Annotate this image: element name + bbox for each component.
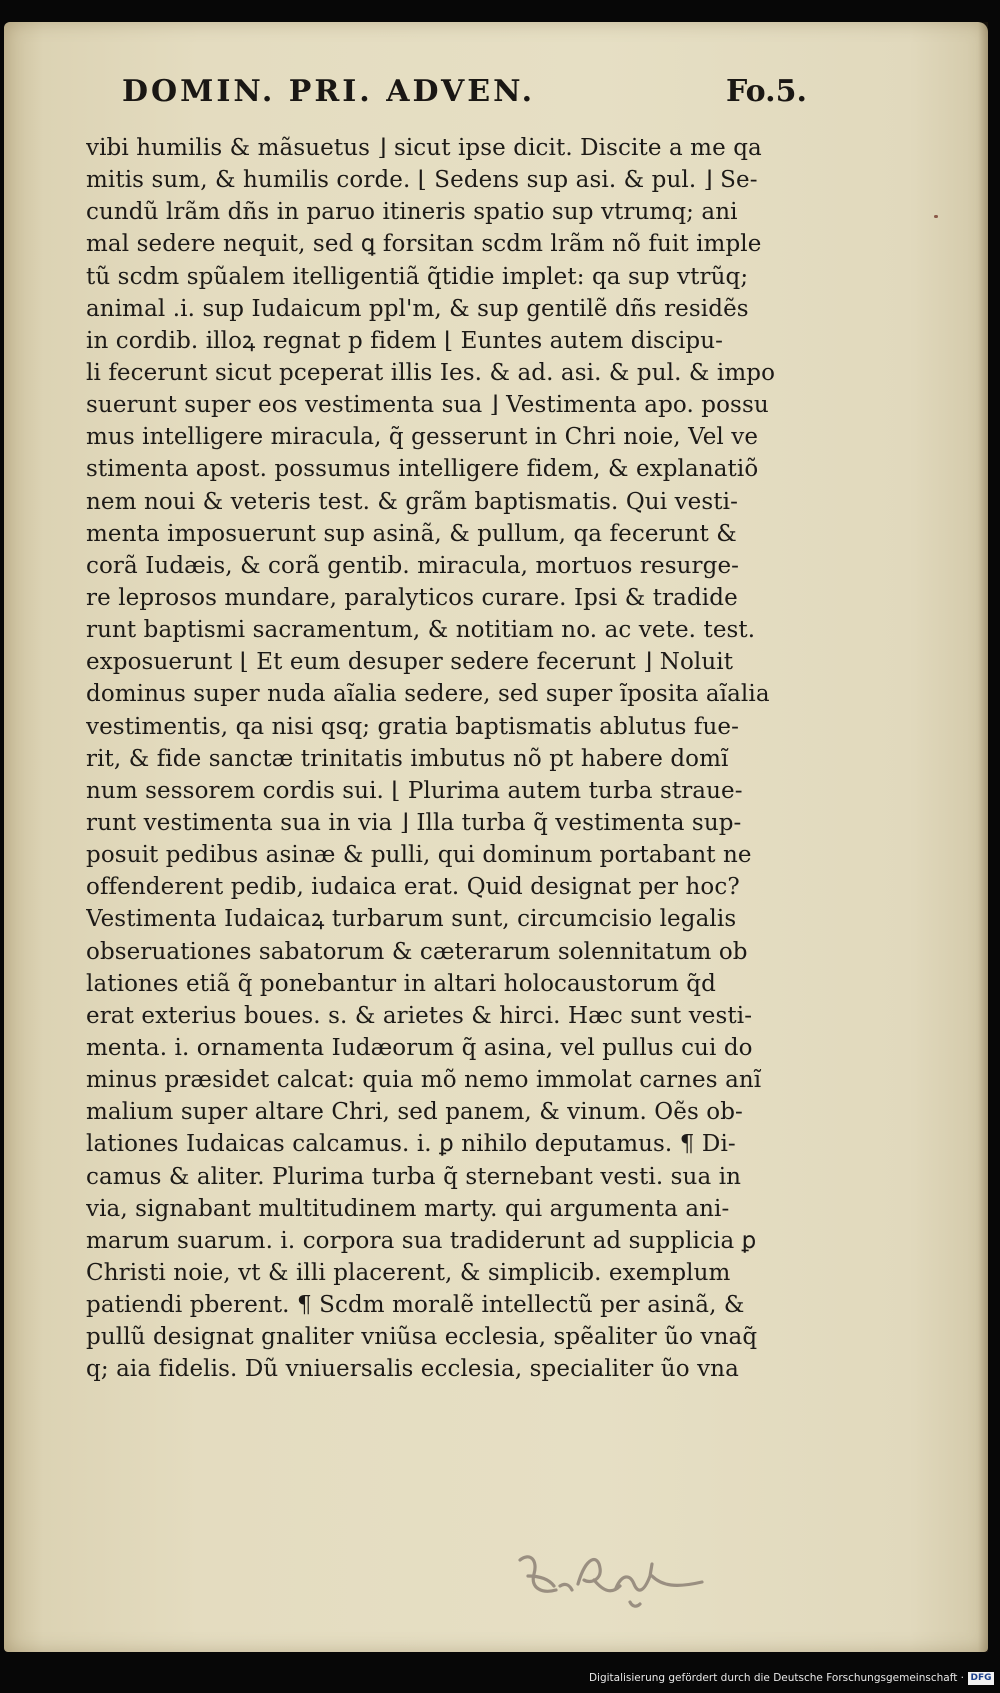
text-line: num sessorem cordis sui. ⌊ Plurima autem turba straue- [86,777,743,804]
text-line: corã Iudæis, & corã gentib. miracula, mortuos resurge- [86,552,740,579]
text-line: vibi humilis & mãsuetus ⌋ sicut ipse dicit. Discite a me qa [86,135,762,161]
text-line: mal sedere nequit, sed ꝗ forsitan scdm lrãm nõ fuit imple [86,231,762,258]
text-line: vestimentis, qa nisi qsq; gratia baptismatis ablutus fue- [86,713,739,740]
body-text [86,132,806,1385]
text-line: suerunt super eos vestimenta sua ⌋ Vestimenta apo. possu [86,392,769,419]
text-line: Vestimenta Iudaicaꝝ turbarum sunt, circumcisio legalis [86,906,737,933]
text-line: stimenta apost. possumus intelligere fidem, & explanatiõ [86,456,759,483]
text-line: lationes etiã q̃ ponebantur in altari holocaustorum q̃d [86,970,716,997]
page-edge-shadow [978,22,988,1652]
text-line: via, signabant multitudinem marty. qui argumenta ani- [86,1195,730,1222]
text-line: obseruationes sabatorum & cæterarum solennitatum ob [86,938,748,965]
digitization-credit: Digitalisierung gefördert durch die Deutsche Forschungsgemeinschaft · [588,1672,964,1684]
text-line: runt baptismi sacramentum, & notitiam no. ac vete. test. [86,617,756,644]
text-line: pullũ designat gnaliter vniũsa ecclesia, spẽaliter ũo vnaq̃ [86,1324,758,1351]
text-line: animal .i. sup Iudaicum ppl'm, & sup gentilẽ dñs residẽs [86,295,749,322]
text-line: malium super altare Chri, sed panem, & vinum. Oẽs ob- [86,1099,743,1126]
text-line: cundũ lrãm dñs in paruo itineris spatio sup vtrumq; ani [86,199,738,226]
paper-speck [934,215,938,218]
running-head: DOMIN. PRI. ADVEN. [122,74,536,109]
text-line: menta. i. ornamenta Iudæorum q̃ asina, vel pullus cui do [86,1034,753,1061]
handwritten-ownership-mark [512,1546,712,1616]
text-line: rit, & fide sanctæ trinitatis imbutus nõ pt habere domĩ [86,745,729,772]
text-line: marum suarum. i. corpora sua tradiderunt ad supplicia ꝑ [86,1227,757,1254]
text-line: patiendi pberent. ¶ Scdm moralẽ intellectũ per asinã, & [86,1292,745,1319]
text-line: offenderent pedib, iudaica erat. Quid designat per hoc? [86,874,740,901]
text-line: re leprosos mundare, paralyticos curare. Ipsi & tradide [86,584,738,611]
folio-number: Fo.5. [726,74,807,109]
text-line: Christi noie, vt & illi placerent, & simplicib. exemplum [86,1259,731,1286]
text-line: q; aia fidelis. Dũ vniuersalis ecclesia, specialiter ũo vna [86,1356,739,1383]
book-page [4,22,988,1652]
text-line: camus & aliter. Plurima turba q̃ sternebant vesti. sua in [86,1163,742,1190]
text-line: in cordib. illoꝝ regnat p fidem ⌊ Euntes autem discipu- [86,327,724,354]
text-line: posuit pedibus asinæ & pulli, qui dominum portabant ne [86,842,752,869]
text-line: mus intelligere miracula, q̃ gesserunt in Chri noie, Vel ve [86,424,759,451]
text-line: li fecerunt sicut pceperat illis Ies. & ad. asi. & pul. & impo [86,359,776,386]
text-line: minus præsidet calcat: quia mõ nemo immolat carnes anĩ [86,1067,762,1094]
text-line: menta imposuerunt sup asinã, & pullum, qa fecerunt & [86,520,737,547]
text-line: exposuerunt ⌊ Et eum desuper sedere fecerunt ⌋ Noluit [86,649,734,676]
text-line: erat exterius boues. s. & arietes & hirci. Hæc sunt vesti- [86,1002,753,1029]
text-line: dominus super nuda aĩalia sedere, sed super ĩposita aĩalia [86,681,770,708]
text-line: nem noui & veteris test. & grãm baptismatis. Qui vesti- [86,488,738,515]
text-line: runt vestimenta sua in via ⌋ Illa turba q̃ vestimenta sup- [86,809,742,836]
text-line: tũ scdm spũalem itelligentiã q̃tidie implet: qa sup vtrũq; [86,263,749,290]
text-line: mitis sum, & humilis corde. ⌊ Sedens sup asi. & pul. ⌋ Se- [86,167,758,194]
dfg-logo: DFG [968,1672,994,1685]
text-line: lationes Iudaicas calcamus. i. ꝑ nihilo deputamus. ¶ Di- [86,1131,736,1158]
